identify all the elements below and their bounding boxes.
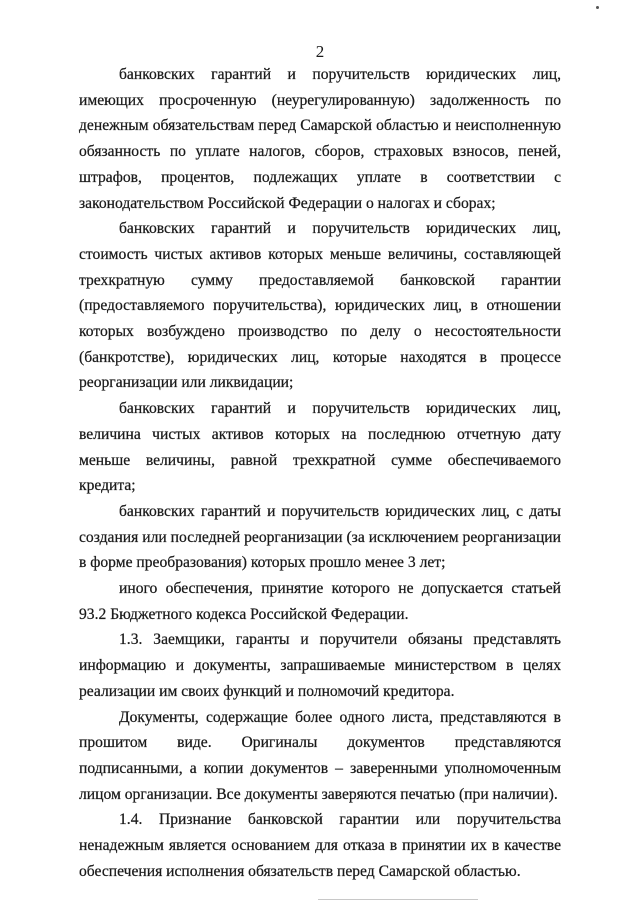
document-body <box>79 62 561 885</box>
paragraph-1-3-information: 1.3. Заемщики, гаранты и поручители обязаны представлять информацию и документы, запрашиваемые министерством в целях реализации им своих функций и полномочий кредитора. <box>79 631 561 700</box>
scan-speck <box>596 6 599 9</box>
paragraph-documents: Документы, содержащие более одного листа, представляются в прошитом виде. Оригиналы документов представляются подписанными, а копии документов – заверенными уполномоченным лицом организации. Все документы заверяются печатью (при наличии). <box>79 708 561 803</box>
paragraph-reorganization: банковских гарантий и поручительств юридических лиц, с даты создания или последней реорганизации (за исключением реорганизации в форме преобразования) которых прошло менее 3 лет; <box>79 502 561 572</box>
page-number: 2 <box>315 42 325 61</box>
paragraph-1-4-unreliable: 1.4. Признание банковской гарантии или поручительства ненадежным является основанием для отказа в принятии их в качестве обеспечения исполнения обязательств перед Самарской областью. <box>79 811 561 880</box>
paragraph-net-assets-bankruptcy: банковских гарантий и поручительств юридических лиц, стоимость чистых активов которых меньше величины, составляющей трехкратную сумму предоставляемой банковской гарантии (предоставляемого поручительства), юридических лиц, в отношении которых возбуждено производство по делу о несостоятельности (банкротстве), юридических лиц, которые находятся в процессе реорганизации или ликвидации; <box>79 220 561 392</box>
paragraph-overdue-debt: банковских гарантий и поручительств юридических лиц, имеющих просроченную (неурегулированную) задолженность по денежным обязательствам перед Самарской областью и неисполненную обязанность по уплате налогов, сборов, страховых взносов, пеней, штрафов, процентов, подлежащих уплате в соответствии с законодательством Российской Федерации о налогах и сборах; <box>79 66 561 212</box>
paragraph-net-assets-credit: банковских гарантий и поручительств юридических лиц, величина чистых активов которых на последнюю отчетную дату меньше величины, равной трехкратной сумме обеспечиваемого кредита; <box>79 400 561 495</box>
page-bottom-line <box>318 899 478 900</box>
paragraph-budget-code: иного обеспечения, принятие которого не допускается статьей 93.2 Бюджетного кодекса Российской Федерации. <box>79 580 561 623</box>
